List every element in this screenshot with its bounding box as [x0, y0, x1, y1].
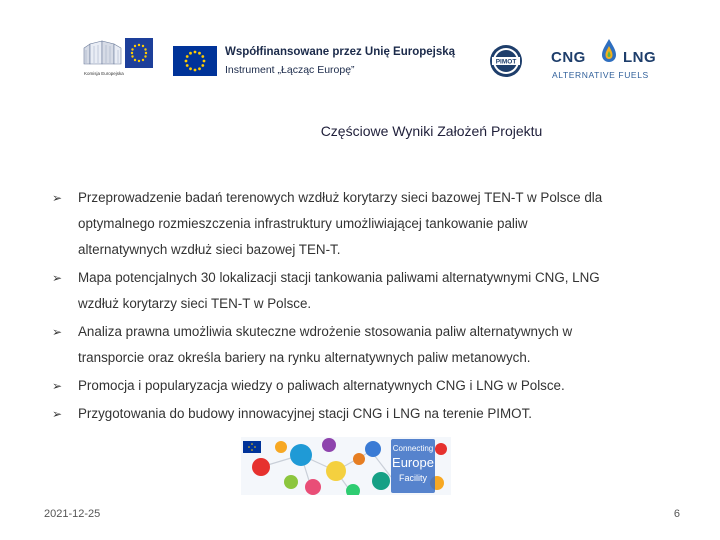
list-item: ➢ Analiza prawna umożliwia skuteczne wdrożenie stosowania paliw alternatywnych w transporcie oraz określa bariery na rynku alternatywnych paliw metanowych.: [52, 319, 682, 371]
eu-flag-icon: [173, 46, 217, 76]
pimot-logo-text: PIMOT: [495, 58, 517, 66]
list-item: ➢ Przygotowania do budowy innowacyjnej stacji CNG i LNG na terenie PIMOT.: [52, 401, 682, 427]
cef-line-connecting: Connecting: [392, 444, 434, 453]
arrow-bullet-icon: ➢: [52, 325, 63, 339]
european-commission-logo: [80, 38, 155, 88]
cng-word: CNG: [551, 49, 586, 66]
list-item: ➢ Mapa potencjalnych 30 lokalizacji stacji tankowania paliwami alternatywnymi CNG, LNG wzdłuż korytarzy sieci TEN-T w Polsce.: [52, 265, 682, 317]
alternative-fuels-text: ALTERNATIVE FUELS: [552, 70, 649, 80]
cef-line-facility: Facility: [398, 473, 428, 483]
cng-lng-logo: [551, 38, 691, 82]
pimot-logo: [489, 44, 523, 78]
cef-line-europe: Europe: [392, 455, 434, 470]
bullet-list: [52, 185, 682, 429]
slide-date: 2021-12-25: [44, 508, 101, 520]
arrow-bullet-icon: ➢: [52, 271, 63, 285]
slide-title: Częściowe Wyniki Założeń Projektu: [320, 123, 543, 139]
logo-bar: [0, 36, 720, 88]
lng-word: LNG: [623, 49, 657, 66]
list-item: ➢ Promocja i popularyzacja wiedzy o paliwach alternatywnych CNG i LNG w Polsce.: [52, 373, 682, 399]
connecting-europe-facility-logo: [241, 437, 451, 495]
eu-flag-icon: [125, 38, 153, 68]
arrow-bullet-icon: ➢: [52, 407, 63, 421]
list-item: ➢ Przeprowadzenie badań terenowych wzdłuż korytarzy sieci bazowej TEN-T w Polsce dla optymalnego rozmieszczenia infrastruktury umożliwiającej tankowanie paliw alternatywnych wzdłuż sieci bazowej TEN-T.: [52, 185, 682, 263]
cofinancing-banner: [173, 42, 463, 80]
cofinancing-title: Współfinansowane przez Unię Europejską: [225, 46, 456, 58]
ec-building-icon: [80, 38, 125, 68]
fuel-drop-icon: [598, 38, 620, 68]
cef-graphic-icon: [241, 437, 451, 495]
pimot-emblem-icon: [489, 44, 523, 78]
arrow-bullet-icon: ➢: [52, 191, 63, 205]
ec-logo-text: Komisja Europejska: [84, 71, 124, 76]
slide-page-number: 6: [673, 508, 680, 520]
arrow-bullet-icon: ➢: [52, 379, 63, 393]
cofinancing-subtitle: Instrument „Łącząc Europę”: [225, 64, 355, 76]
